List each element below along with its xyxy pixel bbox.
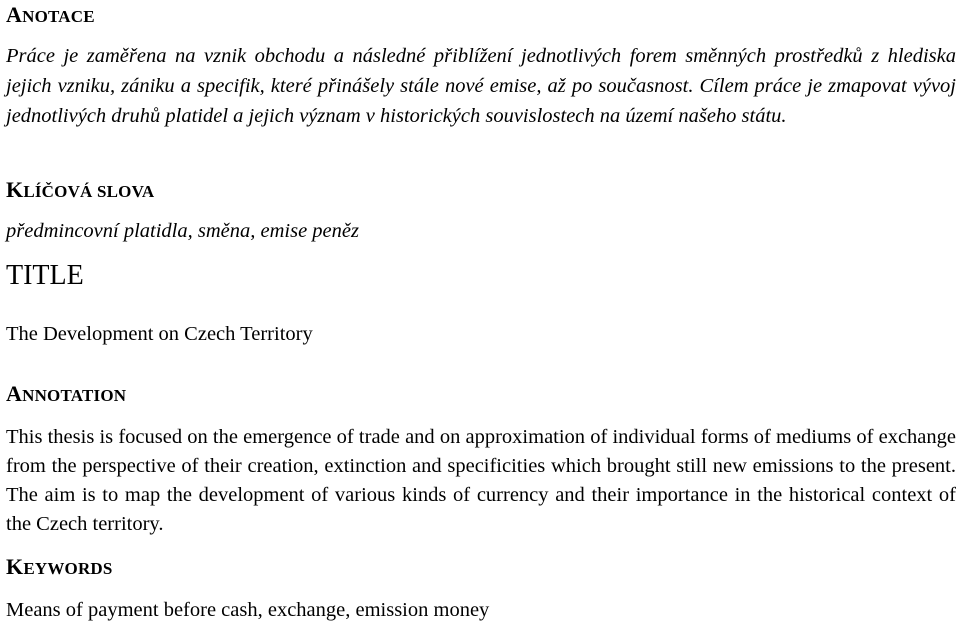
heading-keywords-initial: K <box>6 554 24 579</box>
heading-anotace-rest: NOTACE <box>22 7 95 26</box>
heading-klicova-slova <box>6 178 154 204</box>
heading-anotace-initial: A <box>6 2 23 27</box>
heading-anotace <box>6 3 95 29</box>
heading-klicova-slova-rest: LÍČOVÁ SLOVA <box>23 182 155 201</box>
annotation-text: This thesis is focused on the emergence of trade and on approximation of individual forms of mediums of exchange from the perspective of their creation, extinction and specificities which brought still new emissions to the present. The aim is to map the development of various kinds of currency and their importance in the historical context of the Czech territory. <box>6 426 956 535</box>
heading-keywords-rest: EYWORDS <box>23 559 113 578</box>
heading-title: TITLE <box>6 260 84 291</box>
heading-annotation-initial: A <box>6 381 23 406</box>
title-text: The Development on Czech Territory <box>6 323 313 345</box>
klicova-slova-text: předmincovní platidla, směna, emise peněz <box>6 220 359 242</box>
anotace-text: Práce je zaměřena na vznik obchodu a následné přiblížení jednotlivých forem směnných prostředků z hlediska jejich vzniku, zániku a specifik, které přinášely stále nové emise, až po současnost. Cílem práce je zmapovat vývoj jednotlivých druhů platidel a jejich význam v historických souvislostech na území našeho státu. <box>6 45 956 127</box>
heading-annotation-rest: NNOTATION <box>22 386 127 405</box>
heading-klicova-slova-initial: K <box>6 177 24 202</box>
keywords-text: Means of payment before cash, exchange, emission money <box>6 599 490 621</box>
heading-annotation <box>6 382 126 408</box>
heading-keywords <box>6 555 113 581</box>
